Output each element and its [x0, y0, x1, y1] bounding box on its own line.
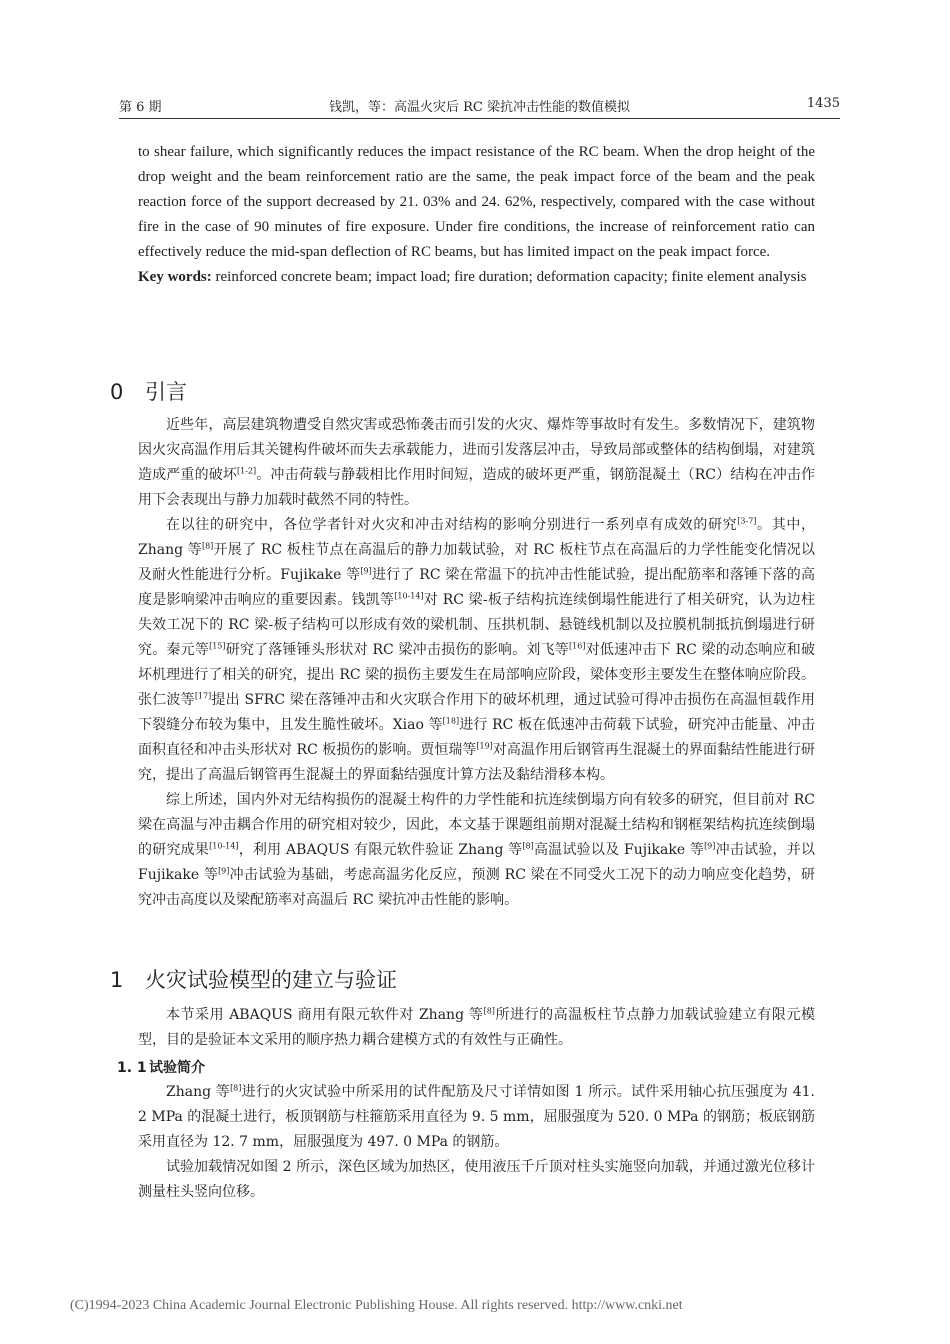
- keywords-text: reinforced concrete beam; impact load; fire duration; deformation capacity; finite element analysis: [215, 269, 807, 285]
- citation: [10-14]: [209, 841, 239, 851]
- citation: [9]: [360, 566, 372, 576]
- citation: [8]: [201, 541, 214, 551]
- subsection-1-1-heading: [117, 1057, 205, 1077]
- english-abstract: [138, 140, 815, 290]
- citation: [9]: [218, 866, 230, 876]
- paragraph: 本节采用 ABAQUS 商用有限元软件对 Zhang 等[8]所进行的高温板柱节点静力加载试验建立有限元模型，目的是验证本文采用的顺序热力耦合建模方式的有效性与正确性。: [138, 1006, 815, 1048]
- section-title: 引言: [145, 380, 187, 404]
- keywords: [138, 265, 815, 290]
- citation: [15]: [209, 641, 226, 651]
- citation: [18]: [442, 716, 460, 726]
- section-number: 0: [110, 380, 124, 404]
- running-title: 钱凯，等：高温火灾后 RC 梁抗冲击性能的数值模拟: [329, 100, 630, 115]
- subsection-1-1-body: [138, 1080, 815, 1205]
- section-0-heading: [110, 376, 187, 406]
- paragraph: 综上所述，国内外对无结构损伤的混凝土构件的力学性能和抗连续倒塌方向有较多的研究，但目前对 RC 梁在高温与冲击耦合作用的研究相对较少，因此，本文基于课题组前期对混凝土结构和钢框架结构抗连续倒塌的研究成果[10-14]，利用 ABAQUS 有限元软件验证 Zhang 等[8]高温试验以及 Fujikake 等[9]冲击试验，并以 Fujikake 等[9]冲击试验为基础，考虑高温劣化反应，预测 RC 梁在不同受火工况下的动力响应变化趋势，研究冲击高度以及梁配筋率对高温后 RC 梁抗冲击性能的影响。: [138, 792, 816, 908]
- citation: [8]: [522, 841, 534, 851]
- subsection-number: 1. 1: [117, 1060, 147, 1076]
- page-number: 1435: [806, 96, 840, 111]
- running-header: [119, 96, 840, 119]
- keywords-label: Key words:: [138, 269, 212, 285]
- citation: [1-2]: [237, 466, 257, 476]
- citation: [9]: [704, 841, 716, 851]
- subsection-title: 试验简介: [149, 1060, 205, 1076]
- paragraph: 在以往的研究中，各位学者针对火灾和冲击对结构的影响分别进行一系列卓有成效的研究[3-7]。其中，Zhang 等[8]开展了 RC 板柱节点在高温后的静力加载试验，对 RC 板柱节点在高温后的力学性能变化情况以及耐火性能进行分析。Fujikake 等[9]进行了 RC 梁在常温下的抗冲击性能试验，提出配筋率和落锤下落的高度是影响梁冲击响应的重要因素。钱凯等[10-14]对 RC 梁-板子结构抗连续倒塌性能进行了相关研究，认为边柱失效工况下的 RC 梁-板子结构可以形成有效的梁机制、压拱机制、悬链线机制以及拉膜机制抵抗倒塌进行研究。秦元等[15]研究了落锤锤头形状对 RC 梁冲击损伤的影响。刘飞等[16]对低速冲击下 RC 梁的动态响应和破坏机理进行了相关的研究，提出 RC 梁的损伤主要发生在局部响应阶段，梁体变形主要发生在整体响应阶段。张仁波等[17]提出 SFRC 梁在落锤冲击和火灾联合作用下的破坏机理，通过试验可得冲击损伤在高温恒载作用下裂缝分布较为集中，且发生脆性破坏。Xiao 等[18]进行 RC 板在低速冲击荷载下试验，研究冲击能量、冲击面积直径和冲击头形状对 RC 板损伤的影响。贾恒瑞等[19]对高温作用后钢管再生混凝土的界面黏结性能进行研究，提出了高温后钢管再生混凝土的界面黏结强度计算方法及黏结滑移本构。: [138, 516, 816, 783]
- section-1-intro: [138, 1003, 815, 1053]
- paragraph: Zhang 等[8]进行的火灾试验中所采用的试件配筋及尺寸详情如图 1 所示。试件采用轴心抗压强度为 41. 2 MPa 的混凝土进行，板顶钢筋与柱箍筋采用直径为 9. 5 mm，屈服强度为 520. 0 MPa 的钢筋；板底钢筋采用直径为 12. 7 mm，屈服强度为 497. 0 MPa 的钢筋。: [138, 1083, 815, 1150]
- citation: [10-14]: [394, 591, 424, 601]
- citation: [3-7]: [737, 516, 757, 526]
- citation: [16]: [569, 641, 586, 651]
- paragraph: 近些年，高层建筑物遭受自然灾害或恐怖袭击而引发的火灾、爆炸等事故时有发生。多数情况下，建筑物因火灾高温作用后其关键构件破坏而失去承载能力，进而引发落层冲击，导致局部或整体的结构倒塌，对建筑造成严重的破坏[1-2]。冲击荷载与静载相比作用时间短，造成的破坏更严重，钢筋混凝土（RC）结构在冲击作用下会表现出与静力加载时截然不同的特性。: [138, 417, 815, 508]
- citation: [8]: [483, 1006, 495, 1016]
- issue-number: 第 6 期: [119, 100, 162, 115]
- section-0-body: [138, 413, 815, 913]
- paragraph: 试验加载情况如图 2 所示，深色区域为加热区，使用液压千斤顶对柱头实施竖向加载，并通过激光位移计测量柱头竖向位移。: [138, 1159, 815, 1200]
- section-title: 火灾试验模型的建立与验证: [145, 968, 397, 992]
- section-number: 1: [110, 968, 124, 992]
- citation: [8]: [230, 1083, 242, 1093]
- citation: [17]: [194, 691, 212, 701]
- section-1-heading: [110, 964, 397, 994]
- copyright-footer: (C)1994-2023 China Academic Journal Electronic Publishing House. All rights reserved. http://www.cnki.net: [70, 1298, 683, 1313]
- citation: [19]: [476, 741, 493, 751]
- abstract-text: to shear failure, which significantly reduces the impact resistance of the RC beam. When the drop height of the drop weight and the beam reinforcement ratio are the same, the peak impact force of the beam and the peak reaction force of the support decreased by 21. 03% and 24. 62%, respectively, compared with the case without fire in the case of 90 minutes of fire exposure. Under fire conditions, the increase of reinforcement ratio can effectively reduce the mid-span deflection of RC beams, but has limited impact on the peak impact force.: [138, 144, 815, 260]
